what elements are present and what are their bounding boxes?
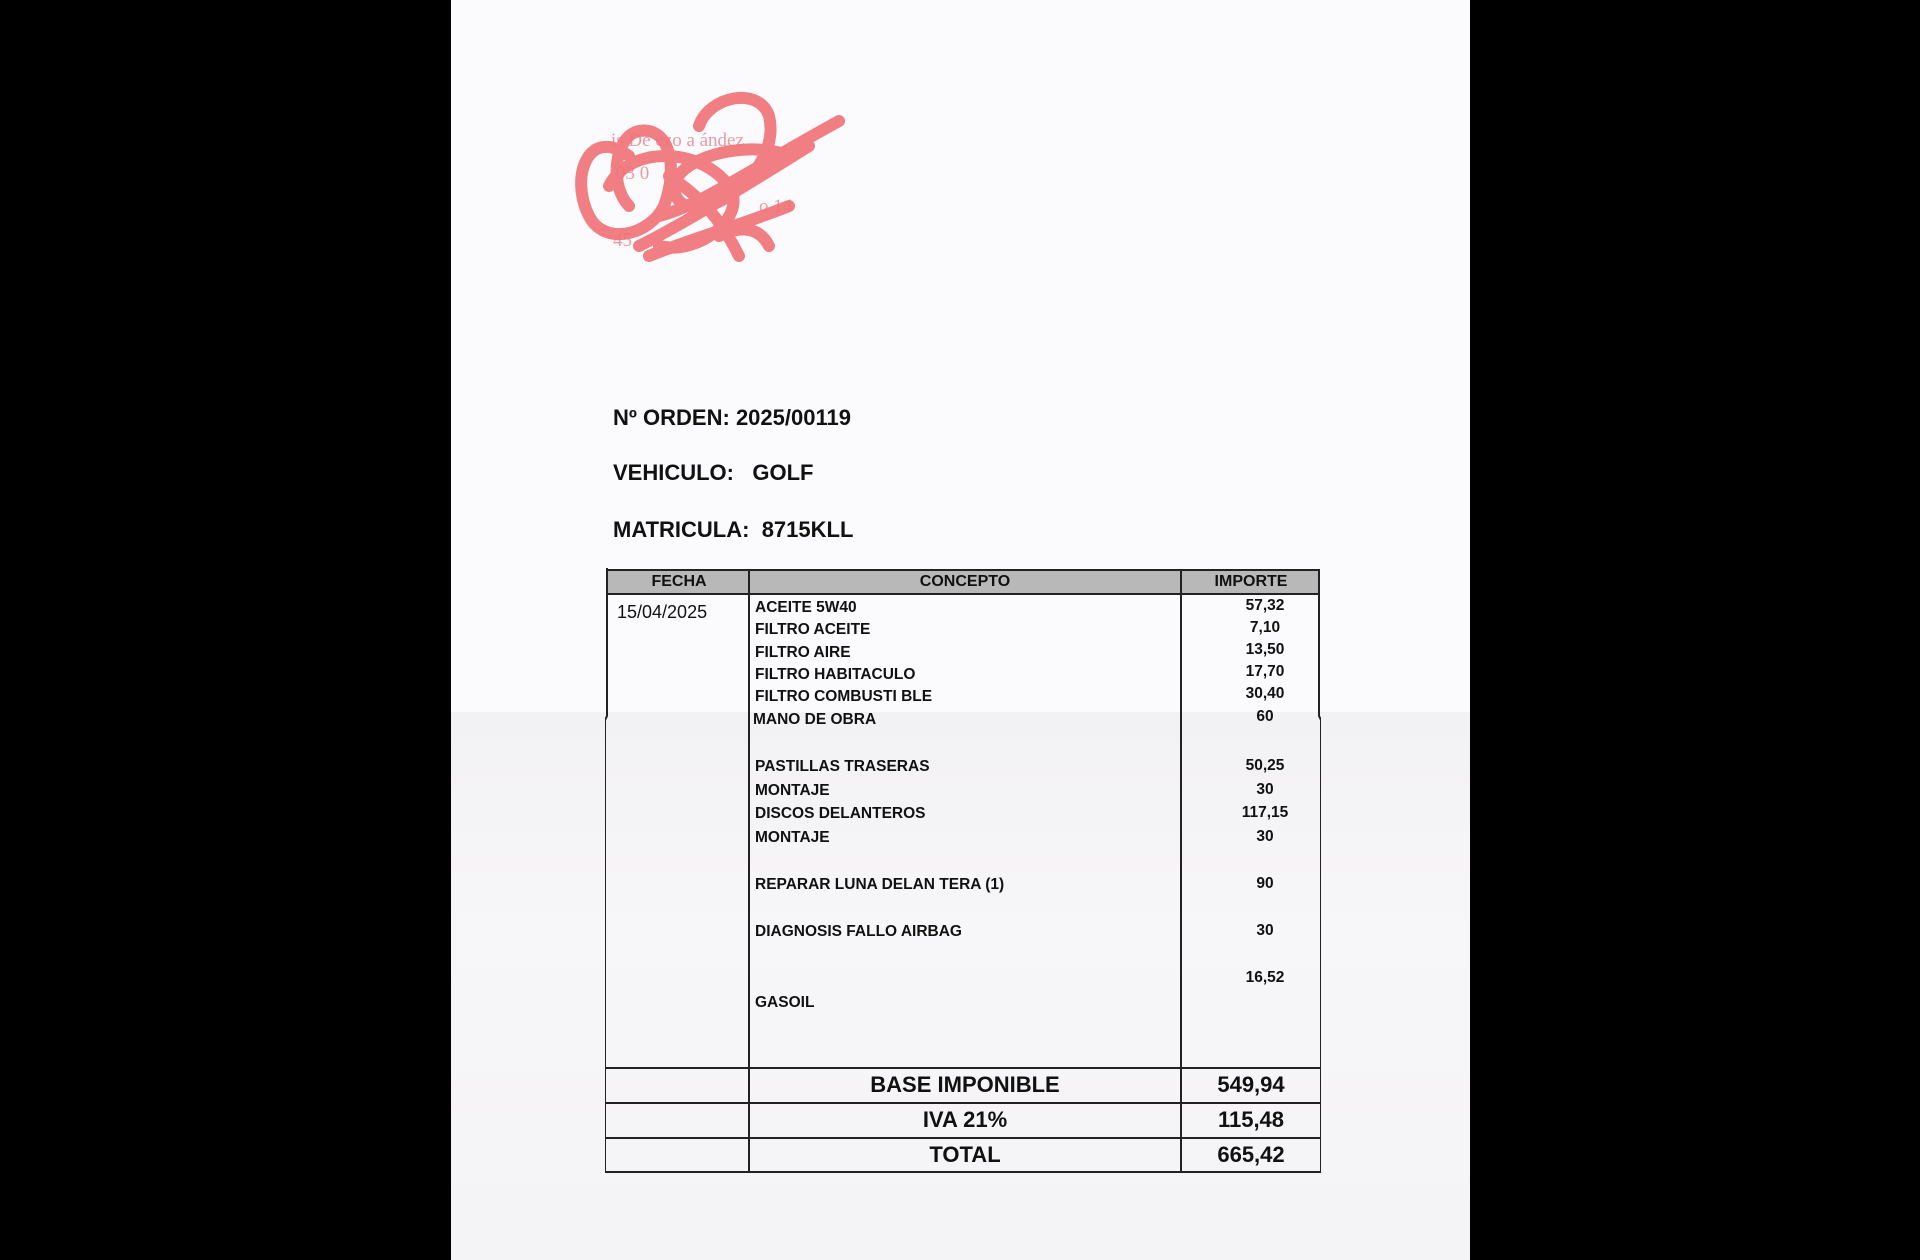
concept-item: FILTRO HABITACULO xyxy=(755,666,916,683)
header-concept: CONCEPTO xyxy=(919,573,1011,590)
concept-item: FILTRO ACEITE xyxy=(755,621,871,638)
concept-item: DIAGNOSIS FALLO AIRBAG xyxy=(755,923,962,940)
issuer-postcode: 45 xyxy=(613,230,632,251)
header-date: FECHA xyxy=(651,573,707,590)
concept-item: MANO DE OBRA xyxy=(753,711,877,728)
amount-item: 16,52 xyxy=(1245,969,1285,986)
amount-item: 60 xyxy=(1256,708,1274,725)
concept-item: PASTILLAS TRASERAS xyxy=(755,758,930,775)
concept-item: ACEITE 5W40 xyxy=(755,599,857,616)
issuer-name: is De ezo a ández xyxy=(611,130,744,151)
header-amount: IMPORTE xyxy=(1214,573,1288,590)
iva-label: IVA 21% xyxy=(922,1107,1008,1132)
invoice-paper xyxy=(451,0,1470,1260)
redaction-scribble xyxy=(569,86,859,276)
total-label: TOTAL xyxy=(929,1142,1001,1167)
amount-item: 50,25 xyxy=(1245,757,1285,774)
amount-item: 90 xyxy=(1256,875,1274,892)
concept-item: DISCOS DELANTEROS xyxy=(755,805,926,822)
amount-item: 30 xyxy=(1256,922,1274,939)
concept-item: MONTAJE xyxy=(755,782,830,799)
total-value: 665,42 xyxy=(1217,1142,1285,1167)
amount-item: 17,70 xyxy=(1245,663,1285,680)
amount-item: 57,32 xyxy=(1245,597,1285,614)
concept-item: FILTRO AIRE xyxy=(755,644,851,661)
invoice-date: 15/04/2025 xyxy=(617,602,708,622)
vehicle: VEHICULO: GOLF xyxy=(613,460,814,485)
base-value: 549,94 xyxy=(1217,1072,1285,1097)
concept-item: GASOIL xyxy=(755,994,815,1011)
amount-item: 117,15 xyxy=(1241,804,1289,821)
concept-item: FILTRO COMBUSTI BLE xyxy=(755,688,933,705)
order-number: Nº ORDEN: 2025/00119 xyxy=(613,405,851,430)
amount-item: 30 xyxy=(1256,781,1274,798)
base-label: BASE IMPONIBLE xyxy=(870,1072,1060,1097)
issuer-id: 03 0 xyxy=(616,163,650,184)
concept-item: MONTAJE xyxy=(755,829,830,846)
amount-item: 30,40 xyxy=(1245,685,1285,702)
amount-item: 7,10 xyxy=(1249,619,1281,636)
amount-item: 13,50 xyxy=(1245,641,1285,658)
amount-item: 30 xyxy=(1256,828,1274,845)
plate: MATRICULA: 8715KLL xyxy=(613,517,854,542)
concept-item: REPARAR LUNA DELAN TERA (1) xyxy=(755,876,1005,893)
invoice-table xyxy=(605,568,1321,1176)
issuer-address: o 14 xyxy=(759,196,793,217)
iva-value: 115,48 xyxy=(1217,1107,1285,1132)
